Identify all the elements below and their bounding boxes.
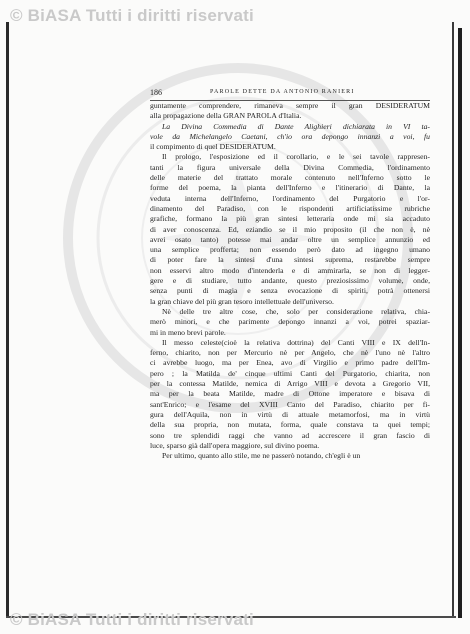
watermark-bottom: © BiASA Tutti i diritti riservati (10, 610, 254, 629)
scan-border-left (6, 22, 9, 618)
text-line: grafiche, formano la più gran sintesi letteraria onde mi sia accaduto (150, 214, 430, 224)
text-line: sant'Enrico; e l'esame del XVIII Canto del Paradiso, chiarito per fi- (150, 399, 430, 409)
page-number: 186 (150, 88, 162, 97)
text-line: ferno, chiarito, non per Mercurio nè per Angelo, che nè l'uno nè l'altro (150, 348, 430, 358)
text-line: veduta interna dell'Inferno, l'ordinamento del Purgatorio e l'or- (150, 193, 430, 203)
text-line: ma per la beata Matilde, madre di Ottone imperatore e bisava di (150, 389, 430, 399)
text-line: pero ; la Matilda de' cinque ultimi Canti del Purgatorio, chiarita, non (150, 368, 430, 378)
text-line: non esservi altro modo d'intenderla e di ammirarla, se non di legger- (150, 265, 430, 275)
running-head (150, 88, 430, 100)
text-line: della sua propria, non mutata, forma, quale constava ta quei tempi; (150, 420, 430, 430)
text-line: sono tre splendidi raggi che vanno ad accrescere il gran fascio di (150, 430, 430, 440)
text-line: forme del poema, la pianta dell'Inferno e l'itinerario di Dante, la (150, 183, 430, 193)
text-line: avrei osato tanto) potesse mai andar oltre un semplice annunzio ed (150, 234, 430, 244)
text-line: gere e di studiare, tutto andante, questo preziosissimo volume, onde, (150, 276, 430, 286)
text-line: il compimento di quel DESIDERATUM. (150, 142, 276, 152)
text-line: vole da Michelangelo Caetani, ch'io ora depongo innanzi a voi, fu (150, 131, 430, 141)
watermark-top: © BiASA Tutti i diritti riservati (10, 6, 254, 25)
text-line: per la contessa Matilde, nemica di Arrigo VIII e devota a Gregorio VII, (150, 379, 430, 389)
text-line: guntamente comprendere, rimanevа sempre il gran DESIDERATUM (150, 101, 430, 110)
body-text (150, 101, 430, 461)
text-line: Per ultimo, quanto allo stile, me ne passerò notando, ch'egli è un (162, 451, 361, 461)
text-line: alla propagazione della GRAN PAROLA d'Italia. (150, 111, 302, 121)
text-line: La Divina Commedia di Dante Alighieri dichiarata in VI ta- (162, 121, 430, 131)
text-line: una semplice profferta; non essendo però dato ad ingegno umano (150, 245, 430, 255)
text-line: mi in meno brevi parole. (150, 327, 226, 337)
text-line: delle materie del trattato morale contenuto nell'Inferno sotto le (150, 173, 430, 183)
text-line: gura dell'Aquila, non in virtù di attuale metamorfosi, ma in virtù (150, 409, 430, 419)
running-head-title: PAROLE DETTE DA ANTONIO RANIERI (210, 89, 355, 95)
text-line: di poter fare la sintesi d'una sintesi suprema, restarebbe sempre (150, 255, 430, 265)
text-line: ci avrebbe luogo, ma per Enea, avo di Virgilio e primo padre dell'Im- (150, 358, 430, 368)
text-line: merò minori, e che parimente depongo innanzi a voi, potrei spaziar- (150, 317, 430, 327)
text-line: Il messo celeste(cioè la relativa dottrina) del Canti VIII e IX dell'In- (162, 337, 430, 347)
text-line: luce, sparso già dall'opera maggiore, sul divino poema. (150, 440, 320, 450)
text-line: Il prologo, l'esposizione ed il corollario, e le sei tavole rappresen- (162, 152, 430, 162)
text-line: tanti la figura universale della Divina Commedia, l'ordinamento (150, 162, 430, 172)
scan-border-right-outer (458, 28, 462, 618)
text-line: di aver conoscenza. Ed, eziandio se il mio proposito (il che non è, nè (150, 224, 430, 234)
text-line: la gran chiave del più gran tesoro intellettuale dell'universo. (150, 296, 334, 306)
text-line: Nè delle tre altre cose, che, solo per considerazione relativa, chia- (162, 306, 430, 316)
text-line: dinamento del Paradiso, con le rispondenti artificiatissime rubriche (150, 203, 430, 213)
text-line: senza punti di magia e senza evocazione di spiriti, potrà ottenersi (150, 286, 430, 296)
scan-border-right (452, 22, 454, 618)
